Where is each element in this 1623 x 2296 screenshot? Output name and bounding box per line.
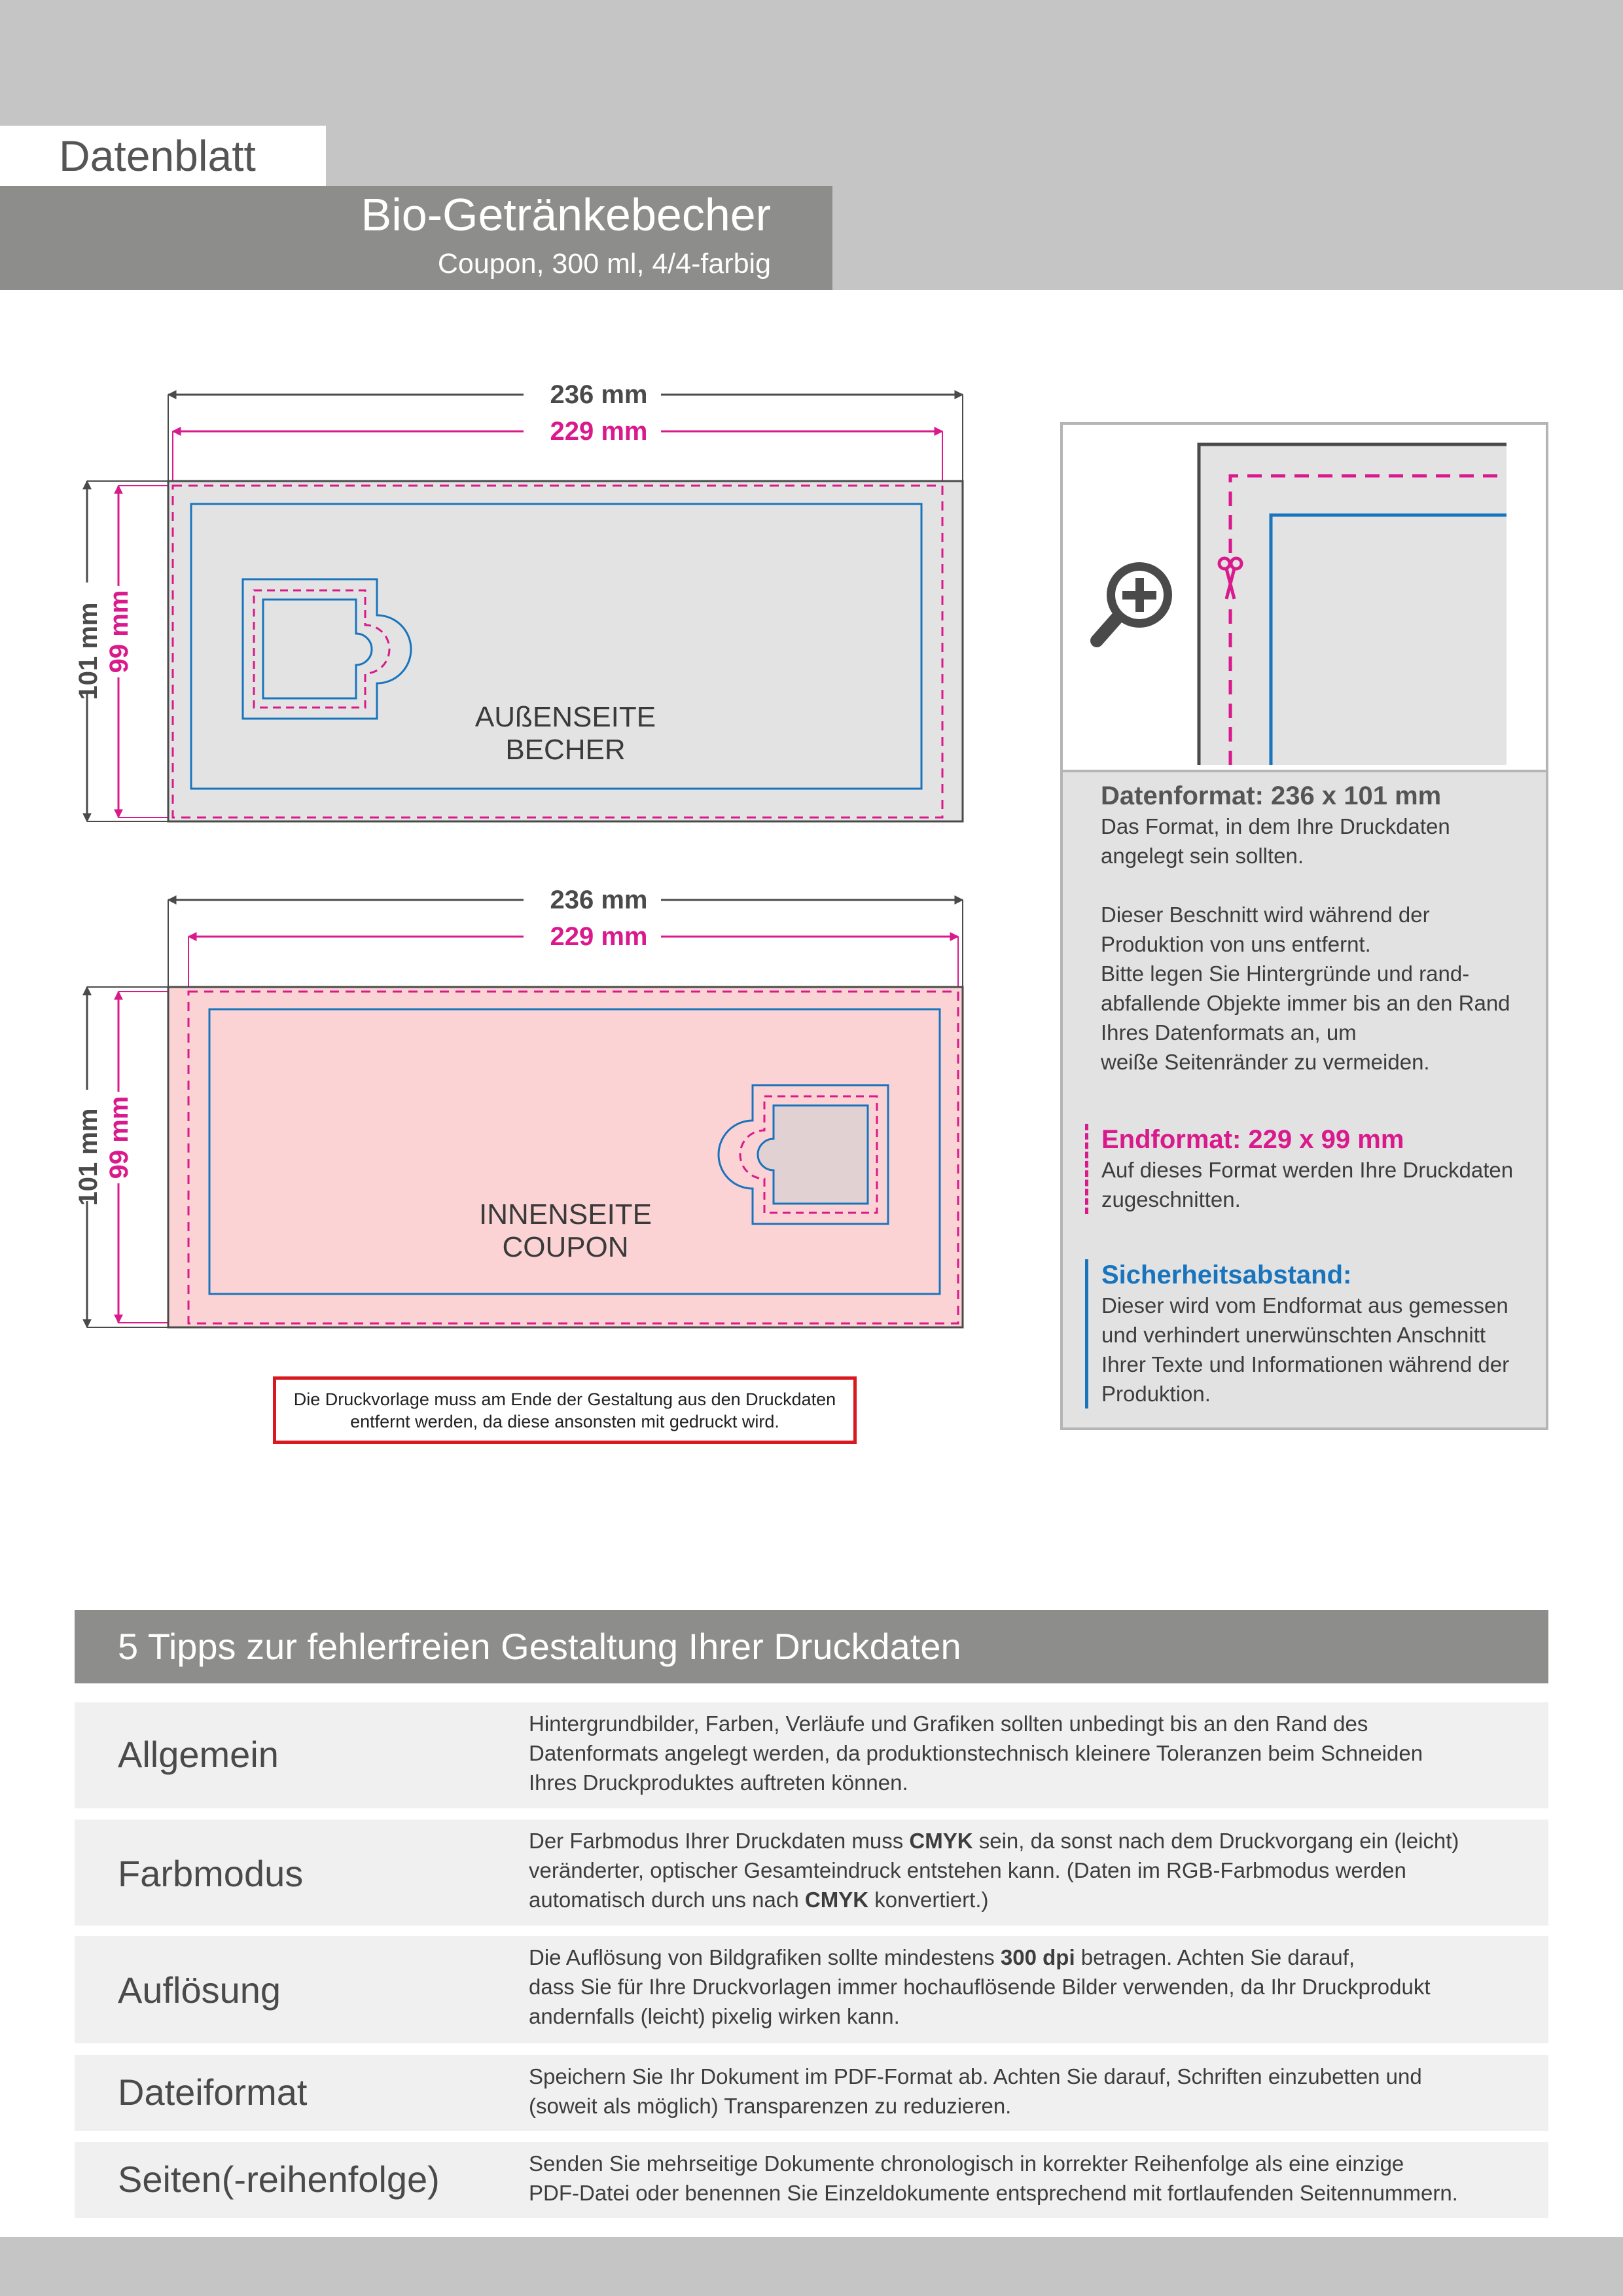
warning-note-text: Die Druckvorlage muss am Ende der Gestaltung aus den Druckdaten entfernt werden, da diese ansonsten mit gedruckt wird. <box>293 1389 836 1431</box>
spacer <box>1101 870 1546 900</box>
dim-label-inner-width: 229 mm <box>550 417 648 446</box>
format-diagram <box>0 290 1021 1370</box>
sicherheit-line: Produktion. <box>1101 1382 1211 1406</box>
tip-text <box>529 1826 1537 1914</box>
tip-line: Der Farbmodus Ihrer Druckdaten muss CMYK sein, da sonst nach dem Druckvorgang ein (leicht) <box>529 1829 1459 1853</box>
tip-label: Auflösung <box>118 1969 281 2011</box>
dim-label-outer-height-2: 101 mm <box>74 1108 103 1206</box>
tip-label: Allgemein <box>118 1734 279 1775</box>
tip-row-farbmodus <box>75 1820 1548 1926</box>
panel-label-outside-line1: AUßENSEITE <box>474 701 656 733</box>
endformat-line: Auf dieses Format werden Ihre Druckdaten <box>1101 1158 1514 1182</box>
datenformat-body <box>1101 812 1546 1077</box>
tip-line: automatisch durch uns nach CMYK konvertiert.) <box>529 1888 989 1912</box>
magnifier-plus-icon <box>1097 562 1172 641</box>
tip-line: Ihres Druckproduktes auftreten können. <box>529 1770 908 1795</box>
product-title: Bio-Getränkebecher <box>361 189 771 240</box>
sicherheitsabstand-block <box>1085 1259 1546 1408</box>
dim-label-inner-height: 99 mm <box>105 590 134 673</box>
sicherheitsabstand-title: Sicherheitsabstand: <box>1101 1261 1352 1289</box>
tip-text <box>529 1943 1537 2031</box>
warning-note-box <box>273 1376 857 1444</box>
document-label: Datenblatt <box>59 132 256 180</box>
tip-line: (soweit als möglich) Transparenzen zu reduzieren. <box>529 2094 1012 2118</box>
tip-row-dateiformat <box>75 2055 1548 2131</box>
tip-line: PDF-Datei oder benennen Sie Einzeldokumente entsprechend mit fortlaufenden Seitennummern. <box>529 2181 1458 2205</box>
tip-label: Dateiformat <box>118 2072 308 2113</box>
endformat-body <box>1101 1155 1546 1214</box>
endformat-block <box>1085 1124 1546 1214</box>
sicherheit-line: und verhindert unerwünschten Anschnitt <box>1101 1323 1486 1347</box>
datenformat-block <box>1101 780 1546 1077</box>
tip-line: Datenformats angelegt werden, da produktionstechnisch kleinere Toleranzen beim Schneiden <box>529 1741 1423 1765</box>
tip-text <box>529 2062 1537 2121</box>
zoom-detail <box>1063 425 1546 772</box>
panel-inside <box>71 884 963 1327</box>
datenformat-line: Bitte legen Sie Hintergründe und rand- <box>1101 961 1470 986</box>
tip-line: dass Sie für Ihre Druckvorlagen immer hochauflösende Bilder verwenden, da Ihr Druckprodukt <box>529 1975 1431 1999</box>
info-panel <box>1060 422 1548 1430</box>
datenformat-line: Dieser Beschnitt wird während der <box>1101 903 1430 927</box>
tip-text <box>529 2149 1537 2208</box>
datenformat-line: Ihres Datenformats an, um <box>1101 1020 1357 1045</box>
tip-line: Die Auflösung von Bildgrafiken sollte mindestens 300 dpi betragen. Achten Sie darauf, <box>529 1945 1355 1969</box>
tip-line: Senden Sie mehrseitige Dokumente chronologisch in korrekter Reihenfolge als eine einzige <box>529 2151 1404 2176</box>
tip-label: Farbmodus <box>118 1853 304 1894</box>
datenformat-line: Produktion von uns entfernt. <box>1101 932 1371 956</box>
endformat-line: zugeschnitten. <box>1101 1187 1241 1211</box>
tip-line: andernfalls (leicht) pixelig wirken kann. <box>529 2004 900 2028</box>
tip-text <box>529 1709 1537 1797</box>
datenformat-line: weiße Seitenränder zu vermeiden. <box>1101 1050 1430 1074</box>
datenformat-line: angelegt sein sollten. <box>1101 844 1304 868</box>
product-subtitle: Coupon, 300 ml, 4/4-farbig <box>437 248 771 279</box>
tip-row-allgemein <box>75 1702 1548 1808</box>
sicherheit-line: Ihrer Texte und Informationen während der <box>1101 1352 1510 1376</box>
tips-title: 5 Tipps zur fehlerfreien Gestaltung Ihrer Druckdaten <box>118 1626 961 1667</box>
scissors-icon <box>1219 556 1242 603</box>
footer-band <box>0 2237 1623 2296</box>
sicherheit-line: Dieser wird vom Endformat aus gemessen <box>1101 1293 1508 1318</box>
endformat-title: Endformat: 229 x 99 mm <box>1101 1125 1404 1154</box>
tip-row-seiten <box>75 2142 1548 2218</box>
tip-row-aufloesung <box>75 1936 1548 2043</box>
tip-line: Speichern Sie Ihr Dokument im PDF-Format ab. Achten Sie darauf, Schriften einzubetten und <box>529 2064 1422 2089</box>
dim-label-outer-width: 236 mm <box>550 380 648 409</box>
datenformat-line: Das Format, in dem Ihre Druckdaten <box>1101 814 1450 838</box>
dim-label-outer-width-2: 236 mm <box>550 886 648 914</box>
panel-outside <box>71 378 963 821</box>
tip-line: Hintergrundbilder, Farben, Verläufe und Grafiken sollten unbedingt bis an den Rand des <box>529 1712 1368 1736</box>
data-format-area <box>168 481 963 821</box>
dim-label-inner-height-2: 99 mm <box>105 1096 134 1179</box>
tip-label: Seiten(-reihenfolge) <box>118 2159 440 2200</box>
panel-label-inside-line2: COUPON <box>502 1231 629 1263</box>
datenformat-title: Datenformat: 236 x 101 mm <box>1101 781 1442 810</box>
tip-line: veränderter, optischer Gesamteindruck entstehen kann. (Daten im RGB-Farbmodus werden <box>529 1858 1406 1882</box>
dim-label-outer-height: 101 mm <box>74 602 103 700</box>
panel-label-outside-line2: BECHER <box>505 734 626 766</box>
sicherheitsabstand-body <box>1101 1291 1546 1408</box>
dim-label-inner-width-2: 229 mm <box>550 922 648 951</box>
panel-label-inside-line1: INNENSEITE <box>478 1198 652 1230</box>
datenformat-line: abfallende Objekte immer bis an den Rand <box>1101 991 1510 1015</box>
